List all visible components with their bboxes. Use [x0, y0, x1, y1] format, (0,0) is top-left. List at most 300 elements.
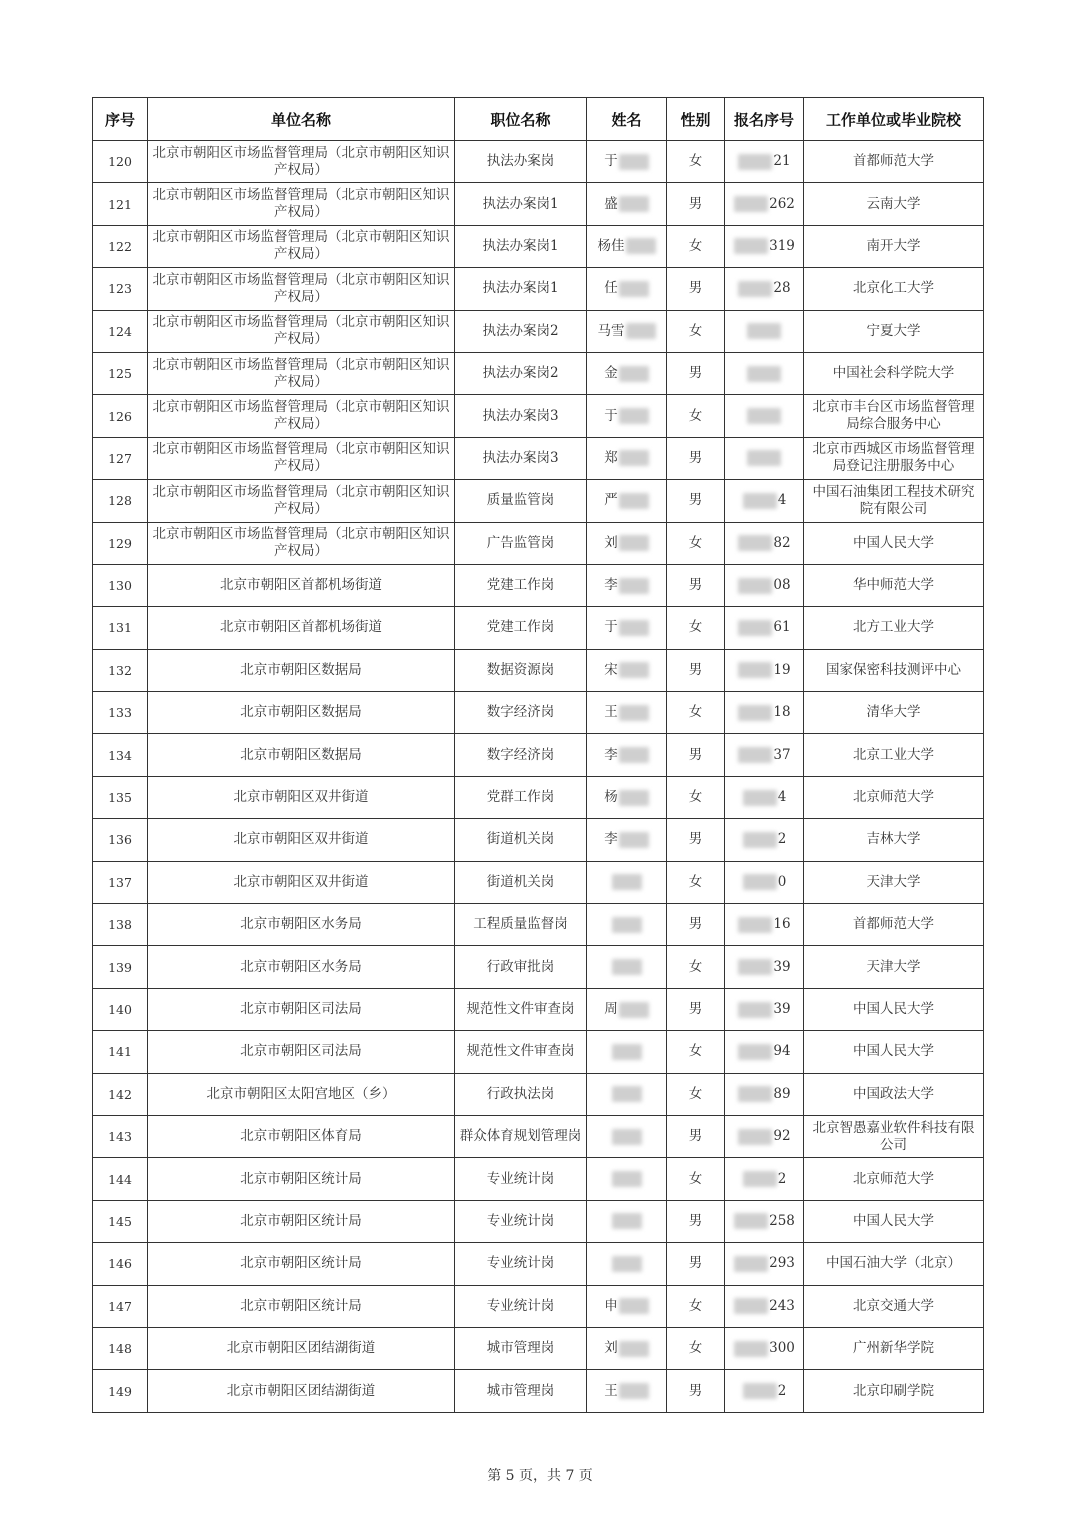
unit-cell [148, 819, 455, 861]
redaction-mask [738, 705, 772, 721]
reg-number-cell [725, 607, 804, 649]
redaction-mask [743, 790, 777, 806]
reg-number-cell [725, 861, 804, 903]
name-cell-text: 李 [604, 831, 618, 848]
reg-number-cell-text: 262 [769, 195, 795, 212]
seq-cell-text: 120 [108, 154, 132, 170]
unit-cell [148, 776, 455, 818]
name-cell [587, 480, 667, 522]
position-cell-text: 专业统计岗 [486, 1170, 555, 1187]
school-cell [804, 1243, 984, 1285]
seq-cell [93, 1243, 148, 1285]
unit-cell-text: 北京市朝阳区市场监督管理局（北京市朝阳区知识产权局） [152, 271, 450, 305]
position-cell-text: 专业统计岗 [486, 1212, 555, 1229]
gender-cell-text: 男 [688, 831, 703, 848]
name-cell [587, 946, 667, 988]
school-cell [804, 141, 984, 183]
seq-cell [93, 183, 148, 225]
unit-cell [148, 1285, 455, 1327]
name-cell [587, 649, 667, 691]
position-cell [455, 522, 587, 564]
school-cell [804, 819, 984, 861]
table-row [93, 988, 984, 1030]
redaction-mask [619, 832, 649, 848]
school-cell [804, 437, 984, 479]
gender-cell [667, 141, 725, 183]
redaction-mask [619, 366, 649, 382]
unit-cell-text: 北京市朝阳区体育局 [240, 1128, 362, 1145]
table-row [93, 395, 984, 437]
gender-cell-text: 女 [688, 789, 703, 806]
position-cell [455, 1073, 587, 1115]
position-cell-text: 执法办案岗2 [482, 322, 559, 339]
position-cell-text: 数字经济岗 [486, 704, 555, 721]
gender-cell-text: 男 [688, 365, 703, 382]
school-cell-text: 中国石油大学（北京） [826, 1255, 961, 1272]
redaction-mask [738, 620, 772, 636]
seq-cell-text: 136 [108, 832, 132, 848]
school-cell-text: 中国人民大学 [853, 1001, 934, 1017]
gender-cell-text: 男 [688, 195, 703, 212]
redaction-mask [612, 1213, 642, 1229]
gender-cell-text: 女 [688, 237, 703, 254]
position-cell [455, 904, 587, 946]
reg-number-cell-text: 293 [769, 1255, 795, 1272]
school-cell-text: 清华大学 [866, 704, 921, 721]
reg-number-cell [725, 437, 804, 479]
school-cell [804, 649, 984, 691]
redaction-mask [619, 620, 649, 636]
seq-cell-text: 124 [108, 323, 132, 339]
position-cell-text: 质量监管岗 [486, 492, 555, 509]
redaction-mask [619, 662, 649, 678]
position-cell [455, 268, 587, 310]
gender-cell [667, 649, 725, 691]
school-cell-text: 吉林大学 [866, 831, 921, 848]
gender-cell-text: 男 [688, 746, 703, 763]
reg-number-cell-text: 39 [773, 958, 791, 975]
school-cell-text: 北京师范大学 [853, 789, 934, 806]
reg-number-cell-text: 16 [773, 916, 791, 933]
school-cell-text: 北京交通大学 [853, 1297, 934, 1314]
gender-cell-text: 男 [688, 916, 703, 933]
redaction-mask [738, 281, 772, 297]
seq-cell [93, 310, 148, 352]
table-row [93, 861, 984, 903]
school-cell [804, 352, 984, 394]
name-cell [587, 1200, 667, 1242]
position-cell [455, 1115, 587, 1157]
school-cell-text: 中国石油集团工程技术研究院有限公司 [812, 483, 975, 517]
school-cell-text: 中国人民大学 [853, 1043, 934, 1060]
position-cell-text: 党群工作岗 [486, 789, 555, 806]
unit-cell [148, 268, 455, 310]
gender-cell-text: 女 [688, 1340, 703, 1357]
name-cell [587, 522, 667, 564]
name-cell [587, 268, 667, 310]
seq-cell [93, 1073, 148, 1115]
table-row [93, 1243, 984, 1285]
reg-number-cell [725, 904, 804, 946]
reg-number-cell-text: 28 [773, 280, 791, 297]
reg-number-cell [725, 352, 804, 394]
school-cell [804, 310, 984, 352]
table-row [93, 310, 984, 352]
unit-cell [148, 607, 455, 649]
seq-cell [93, 692, 148, 734]
reg-number-cell [725, 1031, 804, 1073]
gender-cell-text: 男 [688, 1128, 703, 1145]
school-cell [804, 1115, 984, 1157]
name-cell-text: 李 [604, 746, 618, 763]
reg-number-cell-text: 2 [777, 1170, 787, 1187]
reg-number-cell-text: 258 [769, 1212, 795, 1229]
table-row [93, 225, 984, 267]
school-cell-text: 北京印刷学院 [853, 1382, 934, 1399]
table-row [93, 819, 984, 861]
school-cell-text: 北京工业大学 [853, 746, 934, 763]
gender-cell [667, 734, 725, 776]
gender-cell-text: 女 [688, 958, 703, 975]
table-row [93, 1327, 984, 1369]
name-cell [587, 776, 667, 818]
name-cell [587, 819, 667, 861]
position-cell [455, 1285, 587, 1327]
seq-cell-text: 143 [108, 1129, 132, 1145]
reg-number-cell [725, 1285, 804, 1327]
redaction-mask [734, 1256, 768, 1272]
school-cell [804, 225, 984, 267]
unit-cell-text: 北京市朝阳区司法局 [240, 1043, 362, 1060]
gender-cell [667, 310, 725, 352]
school-cell-text: 国家保密科技测评中心 [826, 661, 961, 678]
reg-number-cell [725, 819, 804, 861]
unit-cell [148, 946, 455, 988]
position-cell-text: 行政审批岗 [486, 958, 555, 975]
reg-number-cell-text: 300 [769, 1340, 795, 1357]
reg-number-cell-text: 2 [777, 831, 787, 848]
school-cell-text: 北京市西城区市场监督管理局登记注册服务中心 [812, 441, 975, 475]
gender-cell [667, 1285, 725, 1327]
school-cell [804, 692, 984, 734]
seq-cell [93, 607, 148, 649]
gender-cell [667, 1115, 725, 1157]
reg-number-cell [725, 480, 804, 522]
school-cell [804, 734, 984, 776]
reg-number-cell-text: 4 [777, 492, 787, 509]
name-cell [587, 564, 667, 606]
unit-cell-text: 北京市朝阳区团结湖街道 [226, 1382, 376, 1399]
reg-number-cell-text: 243 [769, 1297, 795, 1314]
reg-number-cell [725, 946, 804, 988]
reg-number-cell [725, 395, 804, 437]
unit-cell [148, 1031, 455, 1073]
redaction-mask [738, 1086, 772, 1102]
position-cell [455, 988, 587, 1030]
gender-cell-text: 女 [688, 407, 703, 424]
position-cell-text: 规范性文件审查岗 [466, 1043, 575, 1060]
position-cell [455, 1370, 587, 1412]
redaction-mask [734, 1298, 768, 1314]
redaction-mask [738, 1129, 772, 1145]
unit-cell [148, 1327, 455, 1369]
position-cell-text: 工程质量监督岗 [473, 916, 568, 933]
reg-number-cell-text: 92 [773, 1128, 791, 1145]
position-cell-text: 执法办案岗1 [482, 195, 559, 212]
name-cell [587, 225, 667, 267]
gender-cell [667, 776, 725, 818]
gender-cell-text: 女 [688, 619, 703, 636]
reg-number-cell [725, 1243, 804, 1285]
gender-cell [667, 564, 725, 606]
redaction-mask [743, 1171, 777, 1187]
position-cell-text: 执法办案岗1 [482, 280, 559, 297]
seq-cell-text: 135 [108, 790, 132, 806]
position-cell-text: 城市管理岗 [486, 1340, 555, 1357]
school-cell-text: 中国人民大学 [853, 1212, 934, 1229]
unit-cell [148, 1370, 455, 1412]
unit-cell-text: 北京市朝阳区统计局 [240, 1170, 362, 1187]
redaction-mask [743, 832, 777, 848]
gender-cell-text: 女 [688, 1085, 703, 1102]
seq-cell [93, 904, 148, 946]
unit-cell-text: 北京市朝阳区市场监督管理局（北京市朝阳区知识产权局） [152, 229, 450, 263]
position-cell [455, 480, 587, 522]
reg-number-cell-text: 37 [773, 746, 791, 763]
gender-cell [667, 1158, 725, 1200]
reg-number-cell-text: 4 [777, 789, 787, 806]
school-cell [804, 395, 984, 437]
reg-number-cell [725, 225, 804, 267]
position-cell-text: 执法办案岗3 [482, 449, 559, 466]
school-cell-text: 北京师范大学 [853, 1170, 934, 1187]
school-cell [804, 946, 984, 988]
name-cell [587, 1285, 667, 1327]
redaction-mask [738, 959, 772, 975]
roster-table [92, 97, 984, 1413]
position-cell [455, 141, 587, 183]
redaction-mask [734, 238, 768, 254]
name-cell-text: 于 [604, 619, 618, 636]
gender-cell-text: 男 [688, 577, 703, 594]
gender-cell [667, 607, 725, 649]
position-cell [455, 776, 587, 818]
seq-cell [93, 988, 148, 1030]
seq-cell-text: 138 [108, 917, 132, 933]
redaction-mask [619, 1341, 649, 1357]
position-cell-text: 数字经济岗 [486, 746, 555, 763]
position-cell-text: 规范性文件审查岗 [466, 1001, 575, 1017]
gender-cell [667, 480, 725, 522]
unit-cell-text: 北京市朝阳区统计局 [240, 1212, 362, 1229]
seq-cell-text: 125 [108, 366, 132, 382]
unit-cell-text: 北京市朝阳区市场监督管理局（北京市朝阳区知识产权局） [152, 441, 450, 475]
position-cell-text: 群众体育规划管理岗 [459, 1128, 582, 1145]
seq-cell-text: 133 [108, 705, 132, 721]
unit-cell [148, 734, 455, 776]
reg-number-cell-text: 89 [773, 1085, 791, 1102]
position-cell [455, 1200, 587, 1242]
school-cell [804, 1285, 984, 1327]
table-row [93, 183, 984, 225]
name-cell-text: 盛 [604, 195, 618, 212]
position-cell-text: 党建工作岗 [486, 577, 555, 594]
gender-cell-text: 女 [688, 1170, 703, 1187]
name-cell-text: 任 [604, 280, 618, 297]
redaction-mask [619, 196, 649, 212]
reg-number-cell [725, 522, 804, 564]
position-cell [455, 183, 587, 225]
reg-number-cell [725, 183, 804, 225]
redaction-mask [738, 154, 772, 170]
school-cell [804, 268, 984, 310]
name-cell-text: 杨 [604, 789, 618, 806]
seq-cell [93, 564, 148, 606]
redaction-mask [743, 874, 777, 890]
seq-cell-text: 137 [108, 874, 132, 890]
seq-cell [93, 1158, 148, 1200]
table-row [93, 564, 984, 606]
table-row [93, 268, 984, 310]
seq-cell-text: 129 [108, 535, 132, 551]
redaction-mask [612, 917, 642, 933]
unit-cell-text: 北京市朝阳区数据局 [240, 704, 362, 721]
unit-cell-text: 北京市朝阳区统计局 [240, 1297, 362, 1314]
school-cell-text: 华中师范大学 [853, 577, 934, 594]
unit-cell-text: 北京市朝阳区统计局 [240, 1255, 362, 1272]
redaction-mask [738, 662, 772, 678]
position-cell-text: 数据资源岗 [486, 661, 555, 678]
reg-number-cell [725, 1200, 804, 1242]
seq-cell [93, 395, 148, 437]
school-cell-text: 宁夏大学 [866, 322, 921, 339]
position-cell-text: 行政执法岗 [486, 1085, 555, 1102]
seq-cell-text: 139 [108, 959, 132, 975]
gender-cell-text: 女 [688, 873, 703, 890]
school-cell [804, 1158, 984, 1200]
school-cell-text: 北京化工大学 [853, 280, 934, 297]
redaction-mask [747, 366, 781, 382]
redaction-mask [747, 323, 781, 339]
school-cell [804, 904, 984, 946]
position-cell [455, 225, 587, 267]
reg-number-cell [725, 310, 804, 352]
position-cell [455, 649, 587, 691]
unit-cell [148, 225, 455, 267]
school-cell [804, 1200, 984, 1242]
header-reg-number: 报名序号 [725, 98, 804, 141]
reg-number-cell [725, 692, 804, 734]
gender-cell [667, 1370, 725, 1412]
unit-cell [148, 564, 455, 606]
name-cell-text: 郑 [604, 449, 618, 466]
name-cell-text: 宋 [604, 661, 618, 678]
seq-cell [93, 1031, 148, 1073]
redaction-mask [738, 1044, 772, 1060]
reg-number-cell-text: 319 [769, 237, 795, 254]
school-cell [804, 861, 984, 903]
school-cell-text: 中国社会科学院大学 [832, 365, 955, 382]
gender-cell [667, 946, 725, 988]
gender-cell [667, 1243, 725, 1285]
school-cell [804, 607, 984, 649]
seq-cell-text: 121 [108, 196, 132, 212]
unit-cell-text: 北京市朝阳区首都机场街道 [220, 619, 382, 636]
position-cell-text: 执法办案岗3 [482, 407, 559, 424]
header-position: 职位名称 [455, 98, 587, 141]
school-cell [804, 1327, 984, 1369]
redaction-mask [747, 450, 781, 466]
redaction-mask [612, 1129, 642, 1145]
reg-number-cell-text: 82 [773, 534, 791, 551]
redaction-mask [619, 790, 649, 806]
unit-cell [148, 395, 455, 437]
position-cell [455, 395, 587, 437]
reg-number-cell-text: 61 [773, 619, 791, 636]
name-cell [587, 352, 667, 394]
seq-cell [93, 480, 148, 522]
table-row [93, 904, 984, 946]
seq-cell [93, 522, 148, 564]
redaction-mask [619, 154, 649, 170]
seq-cell-text: 123 [108, 281, 132, 297]
school-cell-text: 中国政法大学 [853, 1085, 934, 1102]
table-row [93, 1073, 984, 1115]
gender-cell-text: 男 [688, 449, 703, 466]
seq-cell [93, 861, 148, 903]
name-cell-text: 周 [604, 1001, 618, 1017]
school-cell [804, 183, 984, 225]
unit-cell [148, 183, 455, 225]
table-row [93, 1200, 984, 1242]
gender-cell-text: 女 [688, 153, 703, 170]
position-cell-text: 街道机关岗 [486, 831, 555, 848]
unit-cell-text: 北京市朝阳区太阳宫地区（乡） [206, 1085, 396, 1102]
school-cell-text: 首都师范大学 [853, 153, 934, 170]
name-cell [587, 904, 667, 946]
gender-cell [667, 522, 725, 564]
name-cell [587, 310, 667, 352]
unit-cell-text: 北京市朝阳区司法局 [240, 1001, 362, 1017]
unit-cell [148, 861, 455, 903]
school-cell [804, 1073, 984, 1115]
redaction-mask [612, 1086, 642, 1102]
table-row [93, 946, 984, 988]
redaction-mask [738, 747, 772, 763]
seq-cell-text: 126 [108, 408, 132, 424]
position-cell [455, 310, 587, 352]
redaction-mask [619, 535, 649, 551]
unit-cell-text: 北京市朝阳区市场监督管理局（北京市朝阳区知识产权局） [152, 187, 450, 221]
reg-number-cell [725, 564, 804, 606]
redaction-mask [626, 238, 656, 254]
redaction-mask [619, 1383, 649, 1399]
seq-cell-text: 141 [108, 1044, 132, 1060]
school-cell-text: 南开大学 [866, 237, 921, 254]
seq-cell-text: 145 [108, 1213, 132, 1229]
school-cell [804, 988, 984, 1030]
redaction-mask [738, 578, 772, 594]
redaction-mask [619, 281, 649, 297]
reg-number-cell-text: 39 [773, 1001, 791, 1017]
table-row [93, 692, 984, 734]
header-seq: 序号 [93, 98, 148, 141]
seq-cell-text: 128 [108, 493, 132, 509]
position-cell-text: 城市管理岗 [486, 1382, 555, 1399]
name-cell [587, 183, 667, 225]
header-school: 工作单位或毕业院校 [804, 98, 984, 141]
seq-cell-text: 134 [108, 747, 132, 763]
